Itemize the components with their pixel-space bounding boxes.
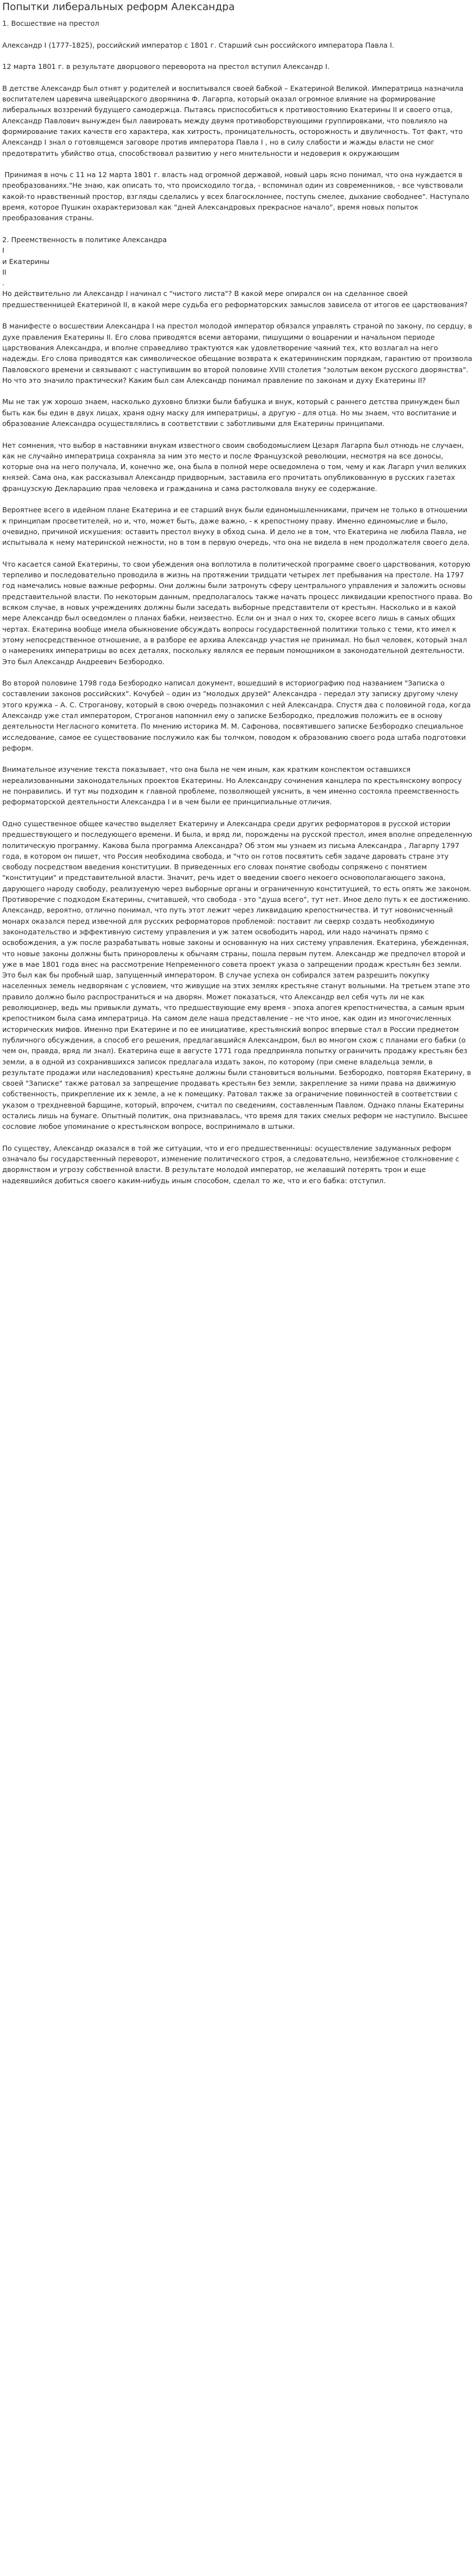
document-body: 1. Восшествие на престол Александр I (1777-1825), российский император с 1801 г. Старший сын российского императора Павла I. 12 марта 1801 г. в результате дворцового переворота на престол вступил Александр I. В детстве Александр был отнят у родителей и воспитывался своей бабкой – Екатериной Великой. Императрица назначила воспитателем царевича швейцарского дворянина Ф. Лагарпа, который оказал огромное влияние на формирование либеральных воззрений будущего самодержца. Пытаясь приспособиться к противостоянию Екатерины II и своего отца, Александр Павлович вынужден был лавировать между двумя противоборствующими группировками, что повлияло на формирование таких качеств его характера, как хитрость, проницательность, осторожность и двуличность. Тот факт, что Александр I знал о готовящемся заговоре против императора Павла I , но в силу слабости и жажды власти не смог предотвратить убийство отца, способствовал развитию у него мнительности и недоверия к окружающим Принимая в ночь с 11 на 12 марта 1801 г. власть над огромной державой, новый царь ясно понимал, что она нуждается в преобразованиях."Не знаю, как описать то, что происходило тогда, - вспоминал один из современников, - все чувствовали какой-то нравственный простор, взгляды сделались у всех благосклоннее, поступь смелее, дыхание свободнее". Наступало время, которое Пушкин охарактеризовал как "дней Александровых прекрасное начало", время новых попыток преобразования страны. 2. Преемственность в политике Александра I и Екатерины II . Но действительно ли Александр I начинал с "чистого листа"? В какой мере опирался он на сделанное своей предшественницей Екатериной II, в какой мере судьба его реформаторских замыслов зависела от итогов ее царствования? В манифесте о восшествии Александра I на престол молодой император обязался управлять страной по закону, по сердцу, в духе правления Екатерины II. Его слова приводятся всеми авторами, пишущими о воцарении и начальном периоде царствования Александра, и вполне справедливо трактуются как удовлетворение чаяний тех, кто возлагал на него надежды. Его слова приводятся как символическое обещание возврата к екатерининским порядкам, гарантию от произвола Павловского времени и связывают с наступившим во второй половине XVIII столетия "золотым веком русского дворянства". Но что это значило практически? Каким был сам Александр понимал правление по законам и духу Екатерины II? Мы не так уж хорошо знаем, насколько духовно близки были бабушка и внук, который с раннего детства принужден был быть как бы един в двух лицах, храня одну маску для императрицы, а другую - для отца. Но мы знаем, что воспитание и образование Александра осуществлялись в соответствии с заботливыми для Екатерины принципами. Нет сомнения, что выбор в наставники внукам известного своим свободомыслием Цезаря Лагарпа был отнюдь не случаен, как не случайно императрица сохраняла за ним это место и после Французской революции, несмотря на все доносы, которые она на него получала, И, конечно же, она была в полной мере осведомлена о том, чему и как Лагарп учил великих князей. Сама она, как рассказывал Александр придворным, заставила его прочитать опубликованную в русских газетах французскую Декларацию прав человека и гражданина и сама растолковала внуку ее содержание. Вероятнее всего в идейном плане Екатерина и ее старший внук были единомышленниками, причем не только в отношении к принципам просветителей, но и, что, может быть, даже важно, - к крепостному праву. Именно единомыслие и было, очевидно, причиной искушения: оставить престол внуку в обход сына. И дело не в том, что Екатерина не любила Павла, не испытывала к нему материнской нежности, но в том в первую очередь, что она не видела в нем продолжателя своего дела. Что касается самой Екатерины, то свои убеждения она воплотила в политической программе своего царствования, которую терпеливо и последовательно проводила в жизнь на протяжении тридцати четырех лет пребывания на престоле. На 1797 год намечались новые важные реформы. Они должны были затронуть сферу центрального управления и заложить основы представительной власти. По некоторым данным, предполагалось также начать процесс ликвидации крепостного права. Во всяком случае, в новых учреждениях должны были заседать выборные представители от крестьян. Насколько и в какой мере Александр был осведомлен о планах бабки, неизвестно. Если он и знал о них то, скорее всего лишь в самых общих чертах. Екатерина вообще имела обыкновение обсуждать вопросы государственной политики только с теми, кто имел к этому непосредственное отношение, а в разборе ее архива Александр участия не принимал. Но был человек, который знал о намерениях императрицы во всех деталях, поскольку являлся ее первым помощником в законодательной деятельности. Это был Александр Андреевич Безбородко. Во второй половине 1798 года Безбородко написал документ, вошедший в историографию под названием "Записка о составлении законов российских". Кочубей – один из "молодых друзей" Александра - передал эту записку другому члену этого кружка – А. С. Строганову, который в свою очередь познакомил с ней Александра. Спустя два с половиной года, когда Александр уже стал императором, Строганов напомнил ему о записке Безбородко, предложив положить ее в основу деятельности Негласного комитета. По мнению историка М. М. Сафонова, посвятившего записке Безбородко специальное исследование, самое ее существование послужило как бы толчком, поводом к образованию своего рода штаба подготовки реформ. Внимательное изучение текста показывает, что она была не чем иным, как кратким конспектом оставшихся нереализованными законодательных проектов Екатерины. Но Александру сочинения канцлера по крестьянскому вопросу не понравились. И тут мы подходим к главной проблеме, позволяющей уяснить, в чем именно состояла преемственность реформаторской деятельности Александра I и в чем были ее принципиальные отличия. Одно существенное общее качество выделяет Екатерину и Александра среди других реформаторов в русской истории предшествующего и последующего времени. И была, и вряд ли, порождены на русской престол, имея вполне определенную политическую программу. Какова была программа Александра? Об этом мы узнаем из письма Александра , Лагарпу 1797 года, в котором он пишет, что Россия необходима свобода, и "что он готов посвятить себя задаче даровать стране эту свободу посредством введения конституции. В приведенных его словах понятие свободы сопряжено с понятием "конституции" и представительной власти. Значит, речь идет о введении своего некоего основополагающего закона, дарующего народу свободу, реализуемую через выборные органы и ограниченную конституцией, то есть опять же законом. Противоречие с подходом Екатерины, считавшей, что свобода - это "душа всего", тут нет. Иное дело путь к ее достижению. Александр, вероятно, отлично понимал, что путь этот лежит через ликвидацию крепостничества. И тут новонисченный монарх оказался перед извечной для русских реформаторов проблемой: поставит ли сверхр создать необходимую законодательство и эффективную систему управления и уж затем освободить народ, или надо начинать прямо с освобождения, а уж после разрабатывать новые законы и основанную на них систему управления. Екатерина, убежденная, что новые законы должны быть приноровлены к обычаям страны, пошла первым путем. Александр же предпочел второй и уже в мае 1801 года внес на рассмотрение Непременного совета проект указа о запрещении продаж крестьян без земли. Это был как бы пробный шар, запущенный императором. В случае успеха он собирался затем разрешить покупку населенных земель недворянам с условием, что живущие на этих землях крестьяне станут вольными. На третьем этапе это правило должно было распространиться и на дворян. Может показаться, что Александр вел себя чуть ли не как революционер, ведь мы привыкли думать, что предшествующие ему время - эпоха апогея крепостничества, а самым ярым крепостником была сама императрица. На самом деле наша представление - не что иное, как один из многочисленных исторических мифов. Именно при Екатерине и по ее инициативе, крестьянский вопрос впервые стал в России предметом публичного обсуждения, а способ его решения, предлагавшийся Александром, был во многом схож с планами его бабки (о чем он, правда, вряд ли знал). Екатерина еще в августе 1771 года предприняла попытку ограничить продажу крестьян без земли, а в одной из сохранившихся записок предлагала издать закон, по которому (при смене владельца земли, в результате продажи или наследования) крестьяне должны были становиться вольными. Безбородко, повторяя Екатерину, в своей "Записке" также ратовал за запрещение продавать крестьян без земли, закрепление за ними права на движимую собственность, прикрепление их к земле, а не к помещику. Ратовал также за ограничение повинностей в соответствии с указом о трехдневной барщине, который, впрочем, считал по сведениям, составленным Павлом. Однако планы Екатерины остались лишь на бумаге. Опытный политик, она признавалась, что время для таких смелых реформ не наступило. Высшее сословие любое упоминание о крестьянском вопросе, воспринимало в штыки. По существу, Александр оказался в той же ситуации, что и его предшественницы: осуществление задуманных реформ означало бы государственный переворот, изменение политического строя, а следовательно, неизбежное столкновение с дворянством и угрозу собственной власти. В результате молодой император, не желавший потерять трон и еще надеявшийся добиться своего каким-нибудь иным способом, сделал то же, что и его бабка: отступил. xyxy=(2,19,473,1185)
document-title: Попытки либеральных реформ Александра xyxy=(2,1,235,13)
document-page xyxy=(0,1,475,1186)
